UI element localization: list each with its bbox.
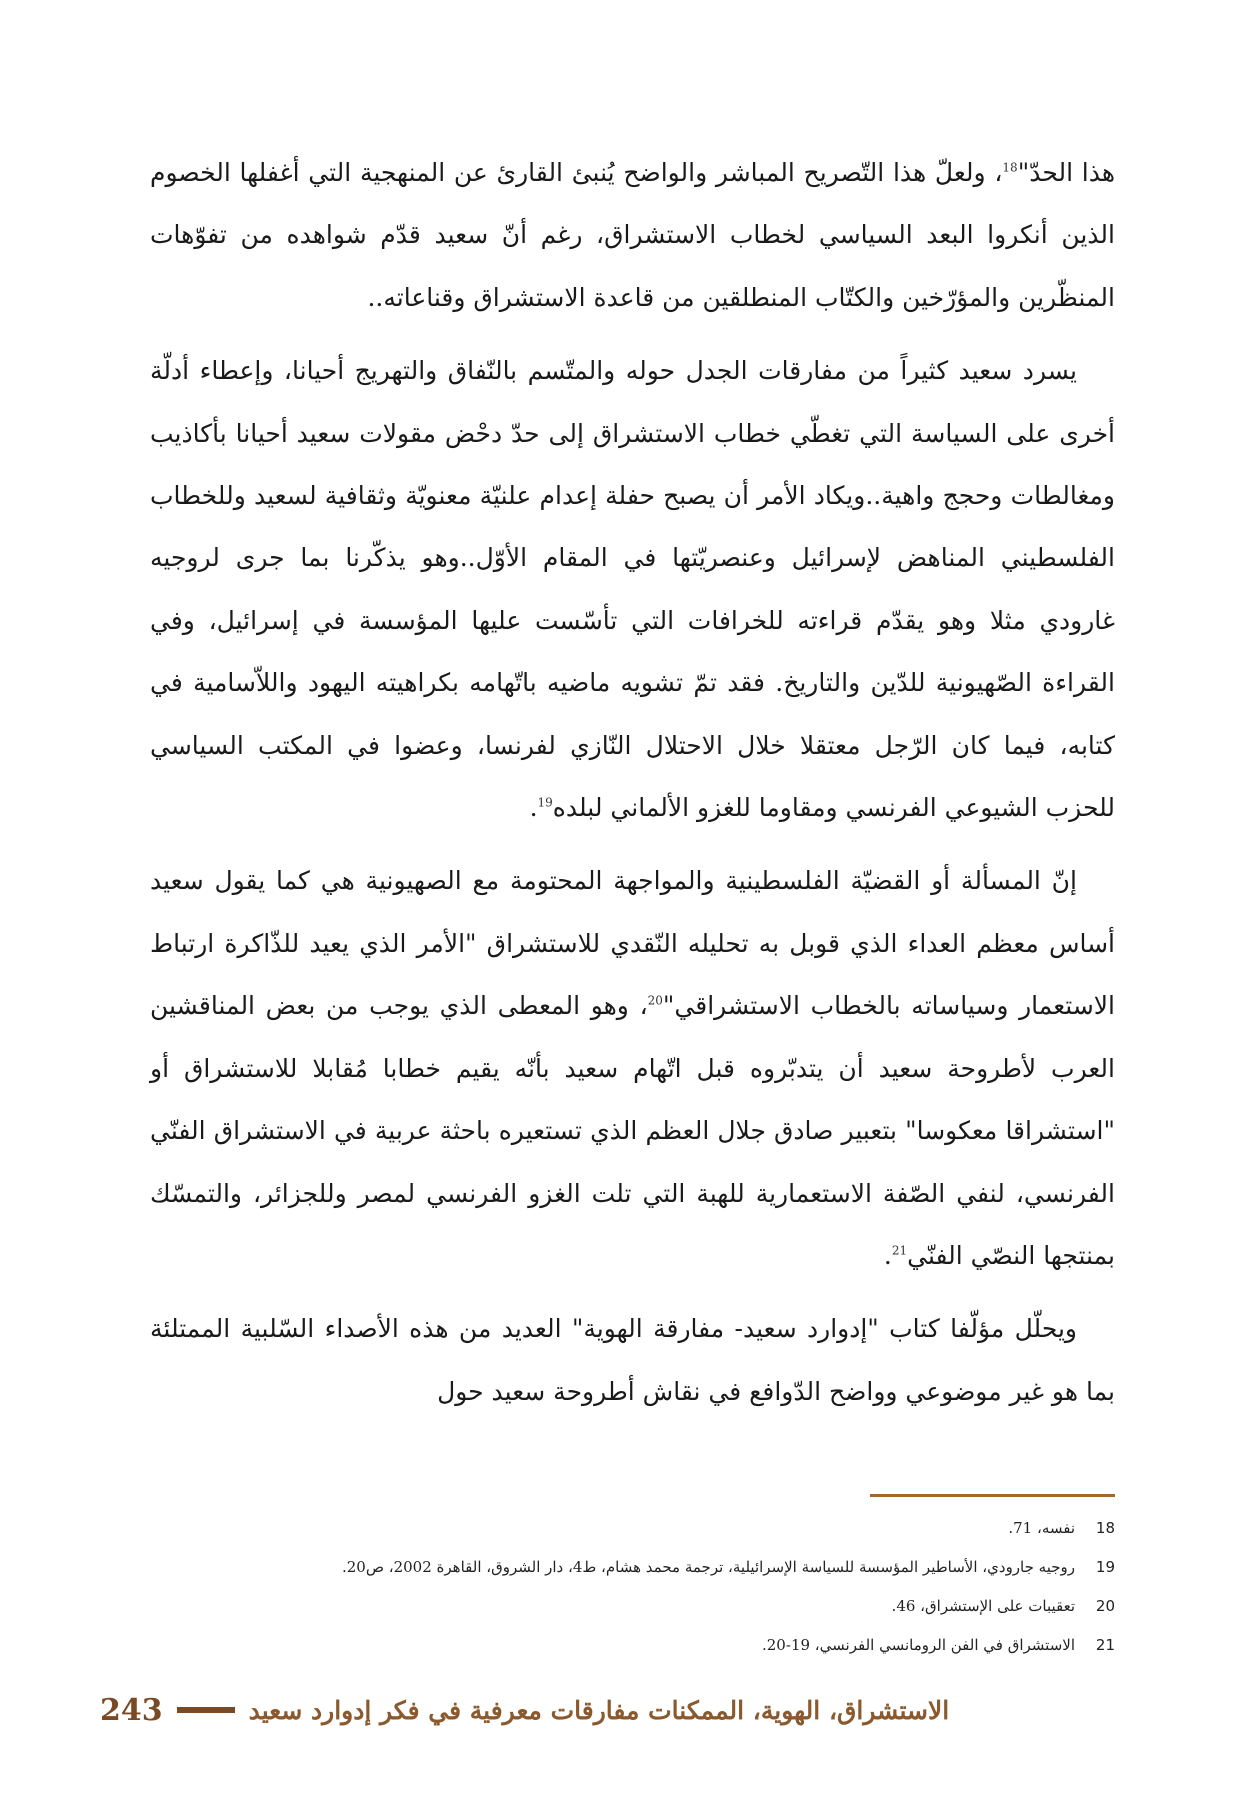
footnote-item: [150, 1586, 1115, 1625]
footnote-ref-19[interactable]: 19: [537, 795, 553, 810]
footnote-text: روجيه جارودي، الأساطير المؤسسة للسياسة الإسرائيلية، ترجمة محمد هشام، ط4، دار الشروق، القاهرة 2002، ص20.: [341, 1557, 1075, 1576]
footnote-ref-20[interactable]: 20: [647, 993, 663, 1008]
footnote-number: 20: [1095, 1596, 1115, 1615]
footnote-ref-18[interactable]: 18: [1002, 160, 1018, 175]
paragraph-4: [150, 1298, 1115, 1423]
footnote-separator: [870, 1494, 1115, 1497]
paragraph-1: [150, 142, 1115, 329]
paragraph-2: [150, 340, 1115, 839]
footnote-ref-21[interactable]: 21: [891, 1243, 908, 1258]
page-number: 243: [100, 1692, 163, 1728]
text-run: ، ولعلّ هذا التّصريح المباشر والواضح يُنبئ القارئ عن المنهجية التي أغفلها الخصوم الذين أنكروا البعد السياسي لخطاب الاستشراق، رغم أنّ سعيد قدّم شواهده من تفوّهات المنظّرين والمؤرّخين والكتّاب المنطلقين من قاعدة الاستشراق وقناعاته..: [150, 158, 1115, 312]
footnote-item: [150, 1547, 1115, 1586]
text-run: ويحلّل مؤلّفا كتاب "إدوارد سعيد- مفارقة الهوية" العديد من هذه الأصداء السّلبية الممتلئة بما هو غير موضوعي وواضح الدّوافع في نقاش أطروحة سعيد حول: [150, 1314, 1115, 1406]
page-footer: [100, 1685, 1115, 1735]
footnote-text: تعقيبات على الإستشراق، 46.: [891, 1596, 1075, 1615]
body-text: [150, 142, 1115, 1423]
footnote-number: 18: [1095, 1518, 1115, 1537]
footer-divider: [177, 1707, 235, 1713]
footnote-item: [150, 1625, 1115, 1664]
text-run: يسرد سعيد كثيراً من مفارقات الجدل حوله والمتّسم بالنّفاق والتهريج أحيانا، وإعطاء أدلّة أخرى على السياسة التي تغطّي خطاب الاستشراق إلى حدّ دحْض مقولات سعيد أحيانا بأكاذيب ومغالطات وحجج واهية..ويكاد الأمر أن يصبح حفلة إعدام علنيّة معنويّة وثقافية لسعيد وللخطاب الفلسطيني المناهض لإسرائيل وعنصريّتها في المقام الأوّل..وهو يذكّرنا بما جرى لروجيه غارودي مثلا وهو يقدّم قراءته للخرافات التي تأسّست عليها المؤسسة في إسرائيل، وفي القراءة الصّهيونية للدّين والتاريخ. فقد تمّ تشويه ماضيه باتّهامه بكراهيته اليهود واللاّسامية في كتابه، فيما كان الرّجل معتقلا خلال الاحتلال النّازي لفرنسا، وعضوا في المكتب السياسي للحزب الشيوعي الفرنسي ومقاوما للغزو الألماني لبلده: [150, 356, 1115, 823]
footnote-number: 21: [1095, 1635, 1115, 1654]
footnote-number: 19: [1095, 1557, 1115, 1576]
text-run: هذا الحدّ": [1017, 158, 1116, 187]
footnote-text: نفسه، 71.: [1008, 1518, 1075, 1537]
footnote-text: الاستشراق في الفن الرومانسي الفرنسي، 19-20.: [761, 1635, 1075, 1654]
text-run: .: [883, 1240, 892, 1270]
paragraph-3: [150, 850, 1115, 1287]
running-title: الاستشراق، الهوية، الممكنات مفارقات معرفية في فكر إدوارد سعيد: [248, 1695, 950, 1725]
footnotes: [150, 1508, 1115, 1664]
text-run: إنّ المسألة أو القضيّة الفلسطينية والمواجهة المحتومة مع الصهيونية هي كما يقول سعيد أساس معظم العداء الذي قوبل به تحليله النّقدي للاستشراق "الأمر الذي يعيد للذّاكرة ارتباط الاستعمار وسياساته بالخطاب الاستشراقي": [150, 866, 1115, 1021]
footnote-item: [150, 1508, 1115, 1547]
text-run: .: [529, 793, 538, 823]
text-run: ، وهو المعطى الذي يوجب من بعض المناقشين العرب لأطروحة سعيد أن يتدبّروه قبل اتّهام سعيد بأنّه يقيم خطابا مُقابلا للاستشراق أو "استشراقا معكوسا" بتعبير صادق جلال العظم الذي تستعيره باحثة عربية في الاستشراق الفنّي الفرنسي، لنفي الصّفة الاستعمارية للهبة التي تلت الغزو الفرنسي لمصر وللجزائر، والتمسّك بمنتجها النصّي الفنّي: [150, 991, 1115, 1270]
